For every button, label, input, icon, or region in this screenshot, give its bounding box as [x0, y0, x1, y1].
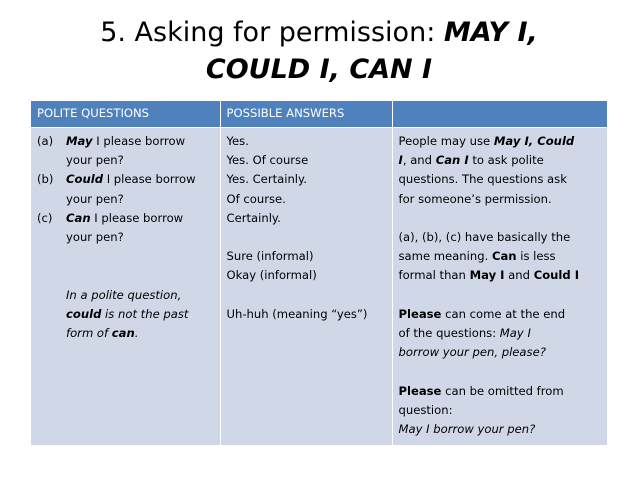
explanation-example: borrow your pen, please?: [398, 345, 546, 360]
note-line-1: In a polite question,: [66, 287, 182, 302]
questions-cell: [31, 128, 220, 446]
table-row: [31, 128, 607, 446]
table-header-row: [31, 101, 607, 128]
explanation-text: can come at the end: [441, 306, 566, 321]
question-c: [37, 209, 214, 247]
explanation-text: can be omitted from: [441, 383, 564, 398]
permission-table: [31, 101, 608, 445]
answer-spacer: [227, 228, 386, 247]
answer-item: Yes. Certainly.: [226, 172, 307, 187]
question-text-cont: your pen?: [66, 230, 124, 245]
answer-spacer: [227, 286, 386, 305]
answer-item: Certainly.: [226, 210, 281, 225]
explanation-text: to ask polite: [468, 153, 544, 168]
answer-item: Of course.: [226, 191, 286, 206]
explanation-emphasis: Please: [398, 306, 442, 321]
explanation-modal: I: [398, 153, 403, 168]
note-line-2: is not the past: [101, 306, 189, 321]
explanation-modal: Can I: [435, 153, 469, 168]
explanation-text: same meaning.: [398, 249, 492, 264]
explanation-text: question:: [398, 402, 453, 417]
question-a: [37, 132, 214, 170]
title-plain: 5. Asking for permission:: [100, 17, 444, 48]
question-text-cont: your pen?: [66, 153, 124, 168]
title-emphasis-1: MAY I,: [443, 17, 538, 48]
explanation-text: of the questions:: [398, 326, 500, 340]
question-modal: Could: [66, 172, 104, 187]
explanation-emphasis: Please: [398, 383, 442, 398]
explanation-text: , and: [402, 153, 436, 168]
explanation-text: formal than: [398, 268, 470, 283]
question-text: I please borrow: [90, 210, 184, 225]
question-modal: Can: [66, 210, 91, 225]
answers-cell: [220, 128, 392, 446]
note-period: .: [134, 326, 139, 340]
explanation-text: People may use: [398, 134, 494, 148]
explanation-emphasis: Can: [491, 249, 517, 264]
answer-item: Sure (informal): [226, 249, 314, 264]
explanation-text: (a), (b), (c) have basically the: [398, 230, 571, 244]
title-line-2: COULD I, CAN I: [205, 54, 433, 85]
header-explanation: [392, 101, 607, 128]
answer-item: Okay (informal): [226, 268, 317, 283]
explanation-example: May I borrow your pen?: [398, 422, 536, 436]
explanation-example: May I: [499, 326, 531, 340]
question-text: I please borrow: [92, 134, 186, 148]
answer-item: Yes.: [226, 134, 249, 148]
question-b: [37, 170, 214, 208]
explanation-text: for someone’s permission.: [398, 191, 552, 206]
answer-item: Yes. Of course: [226, 153, 309, 168]
answer-item: Uh-huh (meaning “yes”): [226, 306, 368, 321]
note-line-3: form of: [66, 326, 112, 340]
explanation-emphasis: May I: [469, 268, 505, 283]
explanation-text: questions. The questions ask: [398, 172, 567, 187]
question-label: (c): [37, 210, 53, 225]
explanation-text: and: [504, 268, 534, 283]
header-polite-questions: POLITE QUESTIONS: [31, 101, 220, 128]
question-text-cont: your pen?: [66, 191, 124, 206]
header-possible-answers: POSSIBLE ANSWERS: [220, 101, 392, 128]
explanation-emphasis: Could I: [533, 268, 580, 283]
note-could: could: [66, 306, 102, 321]
question-modal: May: [66, 134, 93, 148]
explanation-modal: May I, Could: [493, 134, 575, 148]
explanation-text: is less: [516, 249, 556, 264]
slide-title: [0, 14, 638, 88]
explanation-cell: [392, 128, 607, 446]
title-line-1: [0, 14, 638, 51]
question-label: (a): [37, 134, 54, 148]
note-can: can: [111, 326, 135, 340]
grammar-note: [66, 286, 214, 344]
question-label: (b): [37, 172, 54, 187]
question-text: I please borrow: [103, 172, 196, 187]
